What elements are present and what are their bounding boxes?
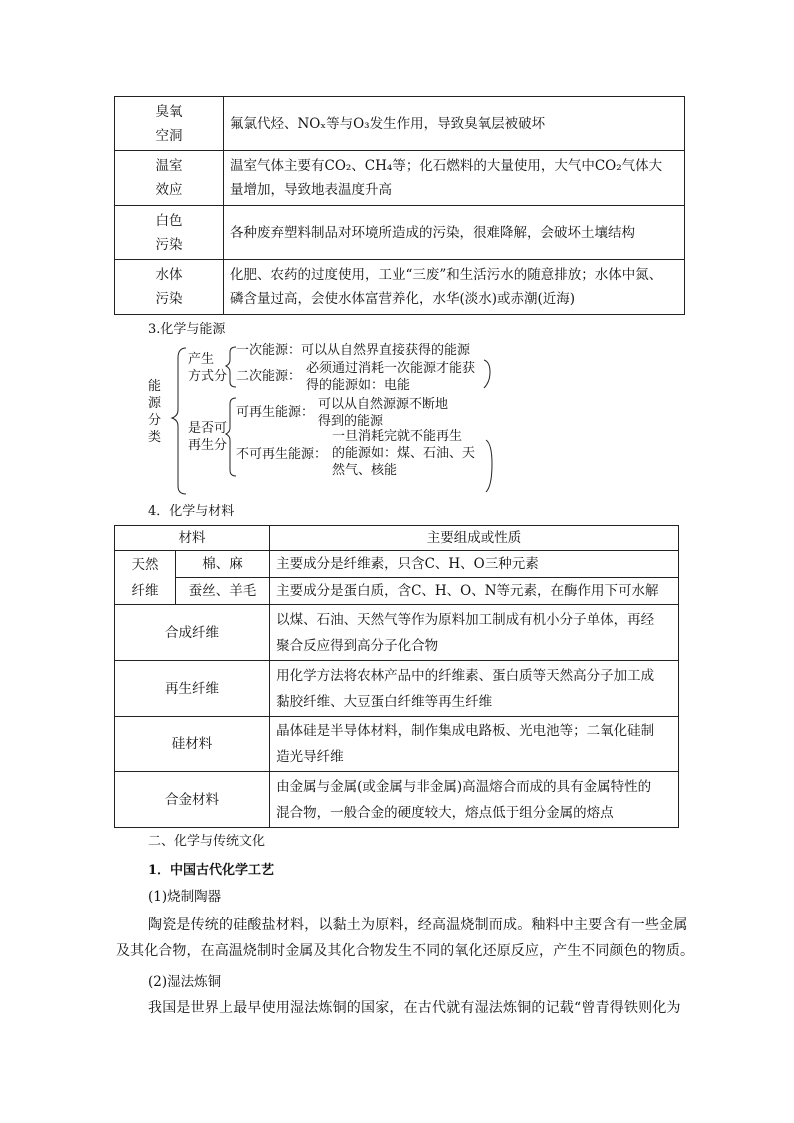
cell-text: 由金属与金属(或金属与非金属)高温熔合而成的具有金属特性的: [276, 778, 652, 795]
material-name-cell: 合金材料: [115, 772, 270, 828]
cell-text: 主要成分是蛋白质，含C、H、O、N等元素，在酶作用下可水解: [276, 583, 659, 599]
section-heading: 3.化学与能源: [148, 322, 226, 337]
item2-body-line1: 我国是世界上最早使用湿法炼铜的国家，在古代就有湿法炼铜的记载“曾青得铁则化为: [148, 1000, 681, 1016]
cell-text: 水体: [155, 267, 183, 283]
table-header-row: [115, 526, 679, 551]
cell-text: 化肥、农药的过度使用，工业“三废”和生活污水的随意排放；水体中氮、: [230, 267, 663, 283]
renewable-text: [318, 396, 448, 430]
material-desc-cell: [270, 578, 679, 605]
material-name-cell: 棉、麻: [176, 551, 270, 578]
group2-label: [188, 420, 227, 454]
group1-label: [188, 351, 227, 385]
natural-fiber-cell: [115, 551, 176, 605]
table-row: [115, 717, 679, 772]
cell-text: 造光导纤维: [276, 749, 344, 765]
group-label-text: 产生: [188, 352, 215, 367]
cell-text: 磷含量过高，会使水体富营养化，水华(淡水)或赤潮(近海): [230, 291, 576, 307]
group2-brace: [226, 398, 236, 476]
cell-text: 温室: [155, 158, 183, 174]
material-desc-cell: [270, 661, 679, 717]
cell-text: 各种废弃塑料制品对环境所造成的污染，很难降解，会破坏土壤结构: [230, 224, 635, 241]
table-row: [115, 605, 679, 661]
item1-body-line1: 陶瓷是传统的硅酸盐材料，以黏土为原料，经高温烧制而成。釉料中主要含有一些金属: [148, 917, 688, 933]
root-char: 类: [148, 430, 162, 445]
material-name-cell: 再生纤维: [115, 661, 270, 717]
materials-table: [114, 525, 679, 828]
item1-body-line2: 及其化合物，在高温烧制时金属及其化合物发生不同的氧化还原反应，产生不同颜色的物质。: [116, 943, 695, 959]
cell-text: 氟氯代烃、NOₓ等与O₃发生作用，导致臭氧层被破坏: [230, 115, 546, 132]
material-name-cell: 合成纤维: [115, 605, 270, 661]
root-char: 能: [148, 379, 162, 394]
header-property: 主要组成或性质: [270, 526, 679, 551]
item-brace-right: [484, 360, 490, 388]
group-label-text: 再生分: [188, 438, 228, 453]
sub1-heading: 1．中国古代化学工艺: [148, 863, 275, 878]
table-row: [115, 578, 679, 605]
material-name-cell: 蚕丝、羊毛: [176, 578, 270, 605]
table-row: [115, 551, 679, 578]
section-heading: 4．化学与材料: [148, 504, 235, 519]
part2-heading: 二、化学与传统文化: [148, 834, 266, 849]
item-text: 必须通过消耗一次能源才能获: [306, 361, 476, 376]
cell-text: 用化学方法将农林产品中的纤维素、蛋白质等天然高分子加工成: [276, 667, 655, 684]
item-text: 得到的能源: [318, 414, 384, 429]
cell-text: 污染: [155, 291, 183, 307]
item-text: 一旦消耗完就不能再生: [332, 429, 463, 444]
outer-brace: [172, 348, 186, 494]
secondary-energy-label: 二次能源：: [236, 369, 302, 384]
root-char: 分: [148, 413, 162, 428]
cell-text: 污染: [155, 236, 183, 253]
group-label-text: 方式分: [188, 369, 228, 384]
cell-text: 主要成分是纤维素，只含C、H、O三种元素: [276, 556, 539, 572]
item1-heading: (1)烧制陶器: [148, 889, 222, 905]
cell-text: 纤维: [131, 582, 159, 599]
item-text: 得的能源如：电能: [306, 378, 411, 393]
item2-heading: (2)湿法炼铜: [148, 974, 222, 990]
cell-text: 效应: [155, 182, 183, 198]
secondary-energy-text: [306, 360, 475, 394]
renewable-label: 可再生能源：: [236, 405, 315, 420]
cell-text: 量增加，导致地表温度升高: [230, 182, 392, 198]
material-name-cell: 硅材料: [115, 717, 270, 772]
material-desc-cell: [270, 772, 679, 828]
cell-text: 黏胶纤维、大豆蛋白纤维等再生纤维: [276, 693, 493, 710]
cell-text: 空洞: [155, 127, 183, 144]
cell-text: 白色: [155, 212, 183, 229]
item-brace-right-2: [486, 440, 492, 492]
cell-text: 温室气体主要有CO₂、CH₄等；化石燃料的大量使用，大气中CO₂气体大: [230, 158, 663, 174]
material-desc-cell: [270, 717, 679, 772]
group-label-text: 是否可: [188, 421, 228, 436]
nonrenewable-text: [332, 428, 475, 479]
nonrenewable-label: 不可再生能源：: [236, 447, 328, 462]
header-material: 材料: [115, 526, 270, 551]
primary-energy: 一次能源：可以从自然界直接获得的能源: [236, 343, 471, 358]
material-desc-cell: [270, 551, 679, 578]
group1-brace: [226, 347, 236, 387]
material-desc-cell: [270, 605, 679, 661]
cell-text: 以煤、石油、天然气等作为原料加工制成有机小分子单体，再经: [276, 611, 655, 628]
item-text: 可以从自然源源不断地: [318, 397, 449, 412]
root-char: 源: [148, 396, 162, 411]
cell-text: 晶体硅是半导体材料，制作集成电路板、光电池等；二氧化硅制: [276, 723, 655, 739]
cell-text: 天然: [131, 556, 159, 573]
cell-text: 混合物，一般合金的硬度较大，熔点低于组分金属的熔点: [276, 804, 614, 821]
table-row: [115, 772, 679, 828]
table-row: [115, 661, 679, 717]
cell-text: 臭氧: [155, 103, 183, 120]
item-text: 然气、核能: [332, 463, 398, 478]
cell-text: 聚合反应得到高分子化合物: [276, 637, 439, 654]
item-text: 的能源如：煤、石油、天: [332, 446, 476, 461]
